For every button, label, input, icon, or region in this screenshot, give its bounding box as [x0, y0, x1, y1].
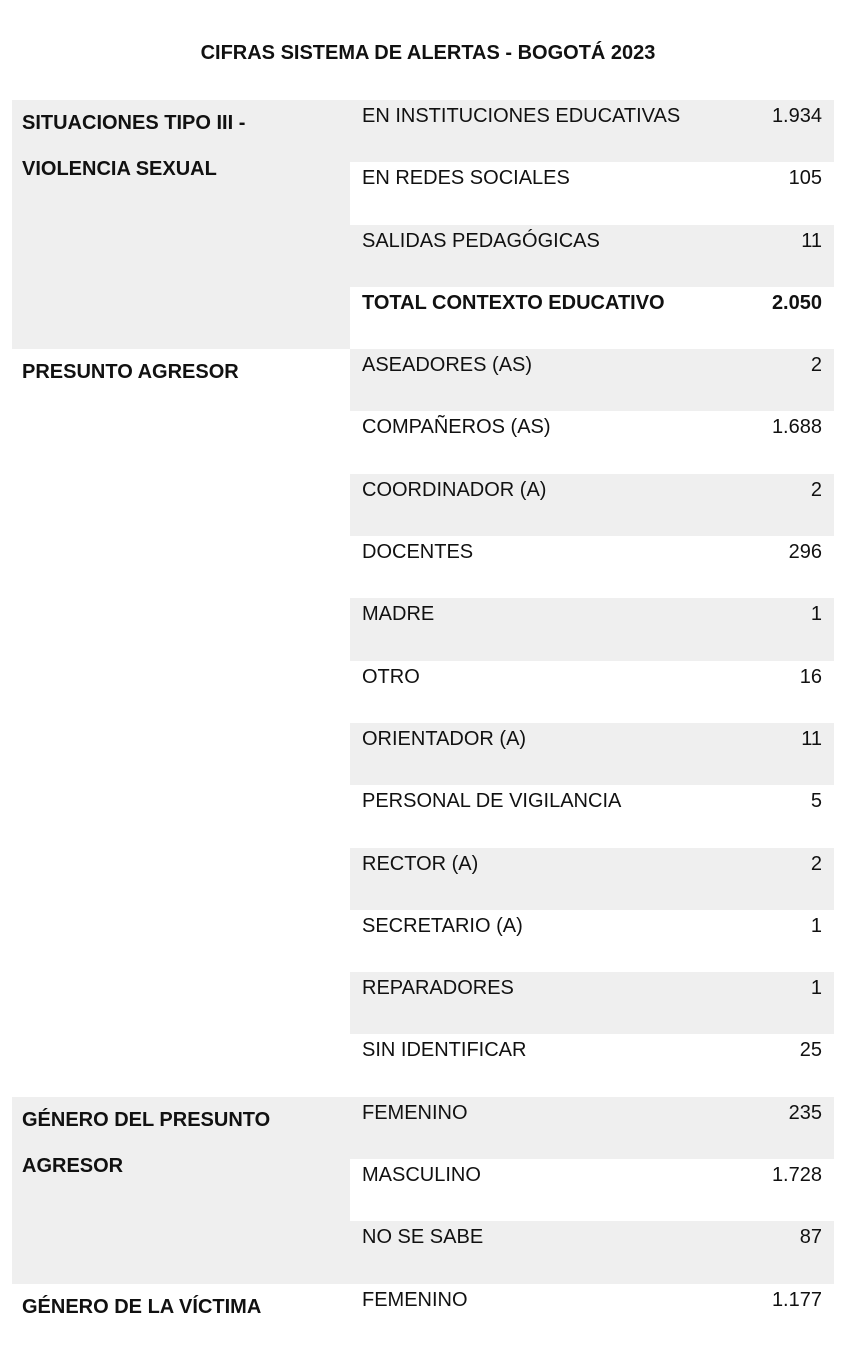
table-row [350, 536, 834, 598]
section-genero-presunto-agresor [12, 1097, 834, 1284]
row-value: 1.728 [771, 1164, 822, 1187]
row-label: COORDINADOR (A) [362, 478, 547, 501]
alerts-table [12, 100, 834, 1346]
row-value: 16 [799, 665, 822, 688]
row-label: REPARADORES [362, 977, 514, 1000]
row-label: EN REDES SOCIALES [362, 167, 570, 190]
document-title: CIFRAS SISTEMA DE ALERTAS - BOGOTÁ 2023 [200, 42, 656, 64]
row-label: SECRETARIO (A) [362, 914, 523, 937]
row-label: RECTOR (A) [362, 852, 479, 875]
row-value: 2 [810, 354, 822, 377]
row-label: FEMENINO [362, 1101, 468, 1124]
row-label: FEMENINO [362, 1288, 468, 1311]
table-row [350, 162, 834, 224]
table-row [350, 723, 834, 785]
row-value: 11 [801, 727, 822, 750]
table-row [350, 411, 834, 473]
row-label: SIN IDENTIFICAR [362, 1039, 527, 1062]
row-value: 87 [799, 1226, 822, 1249]
section-genero-victima [12, 1284, 834, 1346]
section-label-line: GÉNERO DEL PRESUNTO [22, 1108, 271, 1131]
row-value: 11 [801, 229, 822, 252]
section-label-line: AGRESOR [22, 1154, 124, 1177]
row-value: 1.688 [771, 416, 822, 439]
table-row [350, 848, 834, 910]
table-row-total [350, 287, 834, 349]
row-value: 25 [799, 1039, 822, 1062]
row-label: NO SE SABE [362, 1226, 484, 1249]
row-value: 1.177 [771, 1288, 822, 1311]
row-value: 1 [810, 977, 822, 1000]
section-label-line: SITUACIONES TIPO III - [22, 112, 246, 134]
row-label: ORIENTADOR (A) [362, 727, 527, 750]
section-label [12, 1284, 350, 1346]
row-value: 1.934 [771, 105, 822, 127]
row-label: DOCENTES [362, 541, 474, 564]
row-value: 235 [788, 1101, 822, 1124]
row-label: SALIDAS PEDAGÓGICAS [362, 229, 600, 252]
table-row [350, 785, 834, 847]
table-row [350, 1284, 834, 1346]
table-row [350, 910, 834, 972]
row-label: EN INSTITUCIONES EDUCATIVAS [362, 105, 681, 127]
row-label: COMPAÑEROS (AS) [362, 416, 551, 439]
table-row [350, 1034, 834, 1096]
section-label [12, 349, 350, 1097]
row-label: PERSONAL DE VIGILANCIA [362, 790, 622, 813]
table-row [350, 1221, 834, 1283]
table-row [350, 1097, 834, 1159]
row-value: 1 [810, 914, 822, 937]
row-value: 1 [810, 603, 822, 626]
table-row [350, 1159, 834, 1221]
row-value: 5 [810, 790, 822, 813]
table-row [350, 349, 834, 411]
row-label: OTRO [362, 665, 420, 688]
table-row [350, 972, 834, 1034]
table-row [350, 598, 834, 660]
table-row [350, 474, 834, 536]
table-row [350, 100, 834, 162]
section-label-line: PRESUNTO AGRESOR [22, 361, 239, 384]
row-value: 2 [810, 852, 822, 875]
row-value: 2.050 [771, 291, 822, 314]
table-row [350, 661, 834, 723]
row-value: 2 [810, 478, 822, 501]
row-label: MADRE [362, 603, 435, 626]
section-label [12, 1097, 350, 1284]
section-label-line: GÉNERO DE LA VÍCTIMA [22, 1295, 262, 1318]
section-situaciones-tipo-iii [12, 100, 834, 349]
row-label: TOTAL CONTEXTO EDUCATIVO [362, 291, 665, 314]
row-label: MASCULINO [362, 1164, 481, 1187]
row-value: 105 [788, 167, 822, 190]
row-label: ASEADORES (AS) [362, 354, 533, 377]
row-value: 296 [788, 541, 822, 564]
section-label [12, 100, 350, 349]
section-presunto-agresor [12, 349, 834, 1097]
section-label-line: VIOLENCIA SEXUAL [22, 158, 217, 180]
table-row [350, 225, 834, 287]
